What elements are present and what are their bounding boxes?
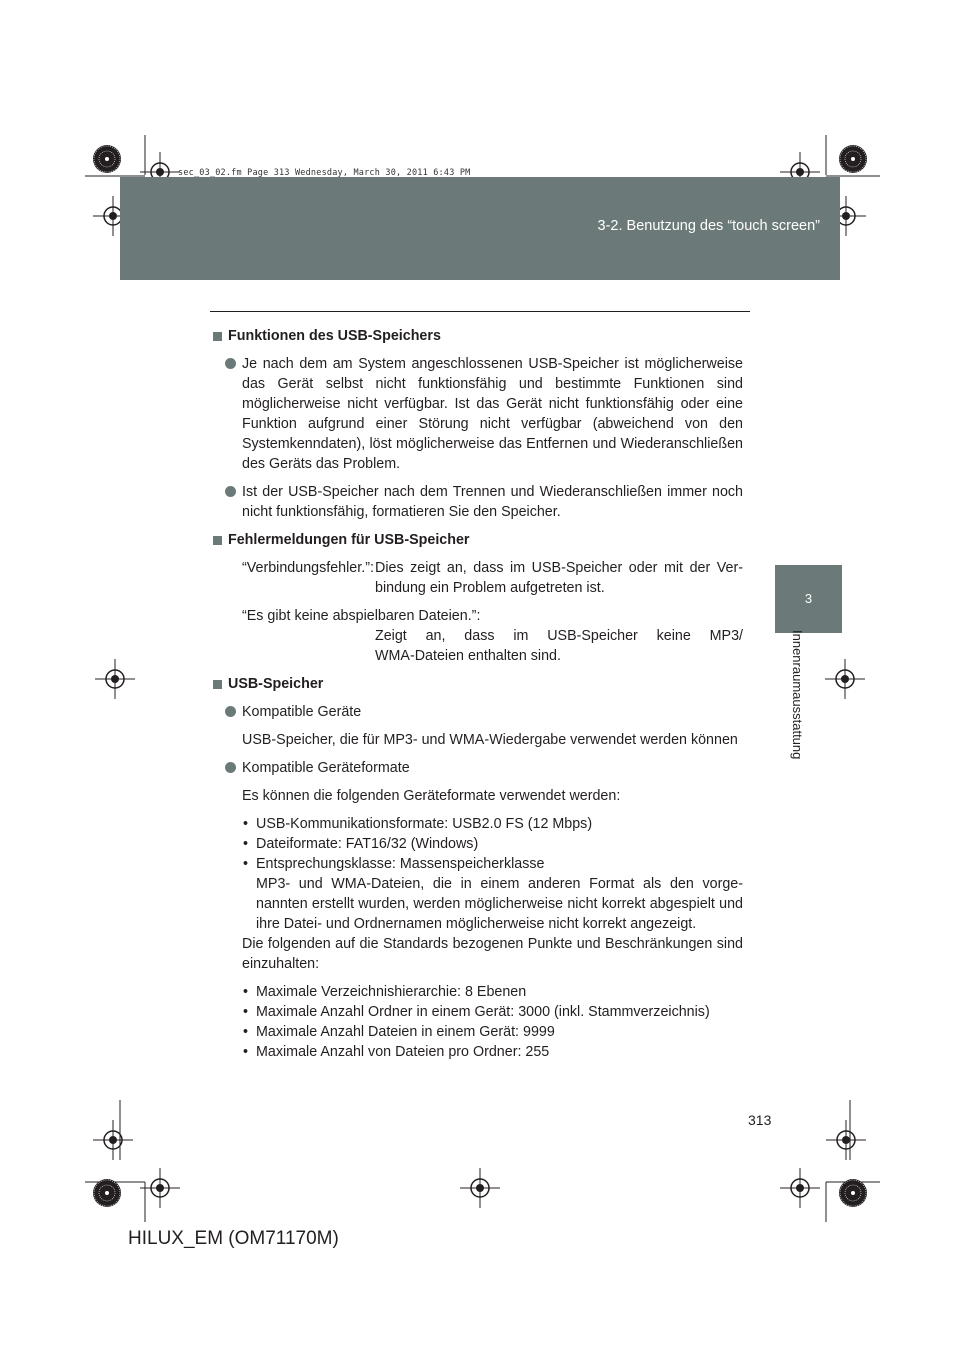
chapter-number: 3 <box>804 591 813 606</box>
bullet-paragraph: Je nach dem am System angeschlossenen USB-Speicher ist möglicherweise das Gerät selbst nicht funktionsfähig und bestimmte Funktionen sind möglicherweise nicht verfügbar. Ist das Gerät nicht funktionsfähig oder eine Funktion aufgrund einer Störung nicht verfügbar (abweichend von den Systemkenndaten), löst möglicherweise das Entfernen und Wiederanschließen des Geräts das Problem. <box>213 354 743 474</box>
paragraph: USB-Speicher, die für MP3- und WMA-Wiedergabe verwendet werden können <box>242 732 738 748</box>
chapter-label: Innenraumausstattung <box>790 630 805 760</box>
section-heading: USB-Speicher <box>213 674 743 694</box>
list-item: • Entsprechungsklasse: Massenspeicherklasse <box>213 854 743 874</box>
round-bullet-icon <box>225 762 236 773</box>
list-item: • Maximale Anzahl Dateien in einem Gerät: 9999 <box>213 1022 743 1042</box>
error-message-description: Dies zeigt an, dass im USB-Speicher oder mit der Verbindung ein Problem aufgetreten ist. <box>375 560 743 596</box>
list-item: • Maximale Anzahl Ordner in einem Gerät: 3000 (inkl. Stammverzeichnis) <box>213 1002 743 1022</box>
round-bullet-icon <box>225 358 236 369</box>
list-item: • Maximale Verzeichnishierarchie: 8 Ebenen <box>213 982 743 1002</box>
square-bullet-icon <box>213 332 222 341</box>
bullet-heading: Kompatible Geräte <box>213 702 743 722</box>
error-message-name: “Es gibt keine abspielbaren Dateien.”: <box>242 608 481 624</box>
error-message-description: WMA-Dateien enthalten sind. <box>375 648 561 664</box>
chapter-label-wrap <box>788 630 810 800</box>
section-title: 3-2. Benutzung des “touch screen” <box>597 218 820 234</box>
square-bullet-icon <box>213 680 222 689</box>
manual-code: HILUX_EM (OM71170M) <box>128 1228 339 1249</box>
error-message-description: Zeigt an, dass im USB-Speicher keine MP3/ <box>375 628 743 644</box>
bullet-paragraph: Ist der USB-Speicher nach dem Trennen und Wiederanschließen immer noch nicht funktionsfähig, formatieren Sie den Speicher. <box>213 482 743 522</box>
list-item: • Dateiformate: FAT16/32 (Windows) <box>213 834 743 854</box>
bullet-heading: Kompatible Geräteformate <box>213 758 743 778</box>
file-stamp: sec_03_02.fm Page 313 Wednesday, March 30, 2011 6:43 PM <box>178 168 471 178</box>
list-item: • USB-Kommunikationsformate: USB2.0 FS (12 Mbps) <box>213 814 743 834</box>
square-bullet-icon <box>213 536 222 545</box>
paragraph: Die folgenden auf die Standards bezogenen Punkte und Beschränkungen sind einzuhalten: <box>242 936 743 972</box>
list-item: • Maximale Anzahl von Dateien pro Ordner: 255 <box>213 1042 743 1062</box>
page-content <box>213 326 743 1062</box>
page-number: 313 <box>748 1112 772 1128</box>
error-message-row <box>213 606 743 666</box>
section-heading: Fehlermeldungen für USB-Speicher <box>213 530 743 550</box>
list-note: MP3- und WMA-Dateien, die in einem anderen Format als den vorgenannten erstellt wurden, werden möglicherweise nicht korrekt abgespielt und ihre Datei- und Ordnernamen möglicherweise nicht korrekt angezeigt. <box>256 876 743 932</box>
header-rule <box>210 311 750 312</box>
section-heading: Funktionen des USB-Speichers <box>213 326 743 346</box>
paragraph: Es können die folgenden Geräteformate verwendet werden: <box>242 788 621 804</box>
error-message-name: “Verbindungsfehler.”: <box>242 560 374 576</box>
chapter-tab <box>775 565 842 633</box>
round-bullet-icon <box>225 486 236 497</box>
error-message-row <box>213 558 743 598</box>
round-bullet-icon <box>225 706 236 717</box>
